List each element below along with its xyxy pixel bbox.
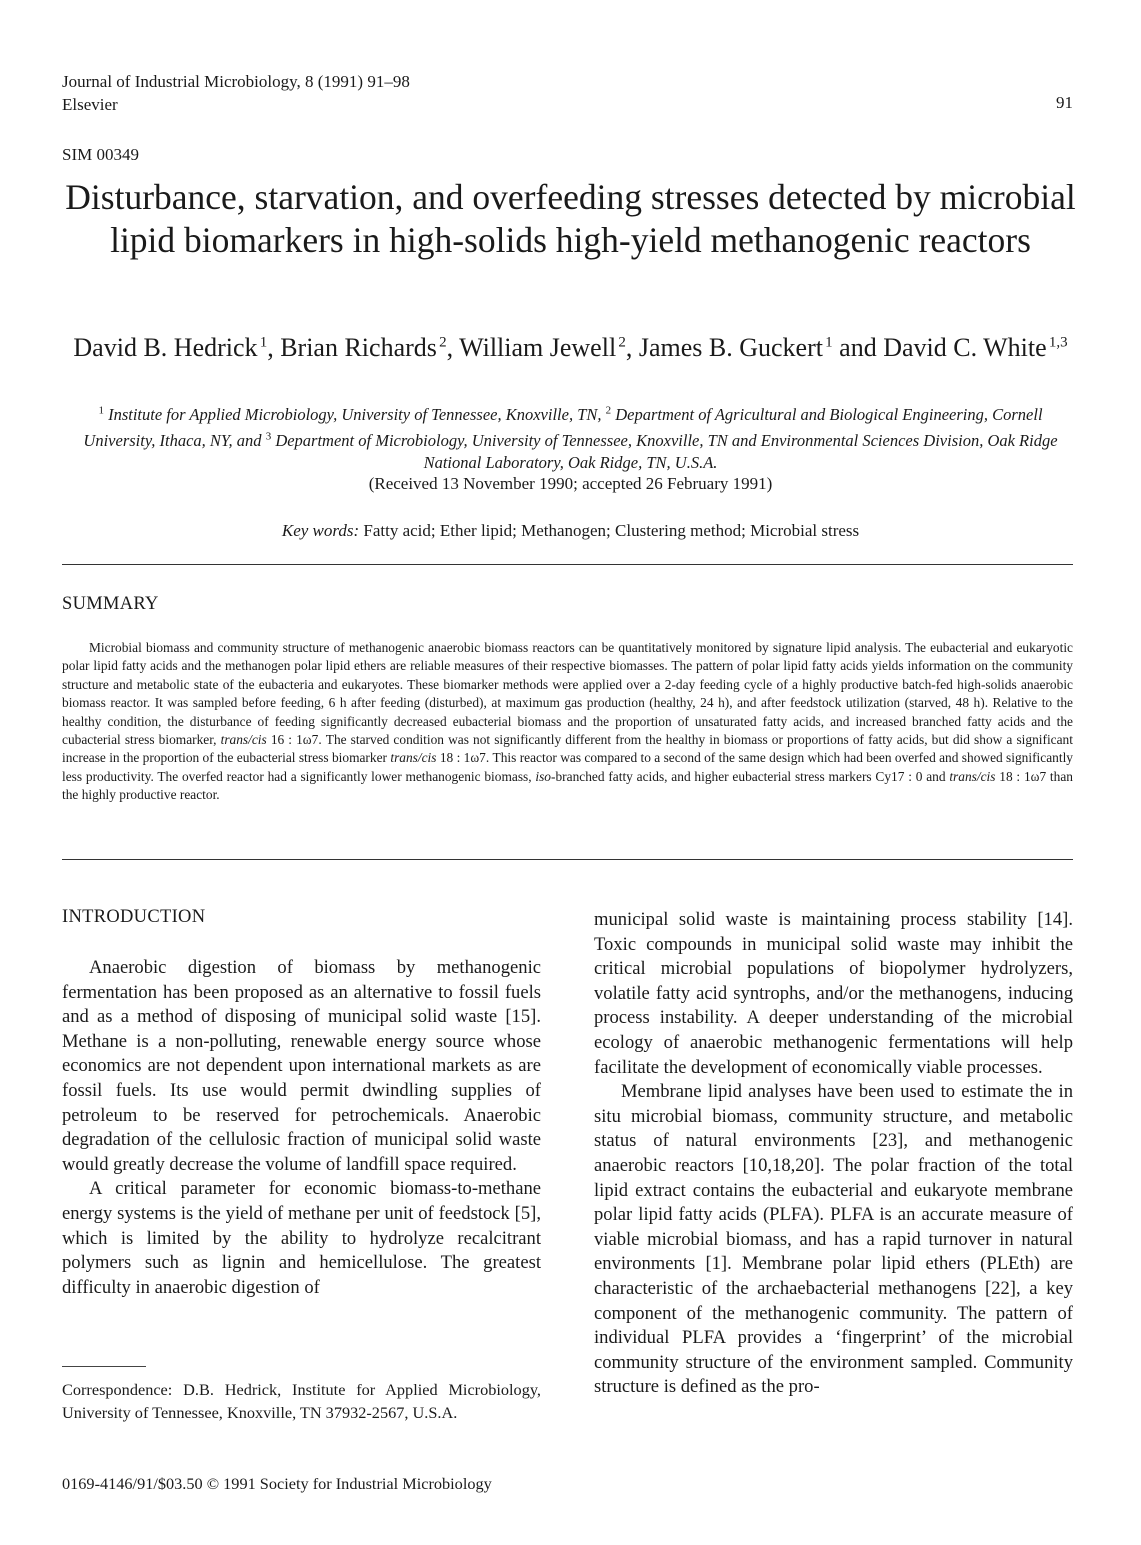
affiliation-2: $^2$ Department of Agricultural and Biological Engineering, Cornell University, Ithaca, NY, and [83, 404, 1043, 450]
affiliation-3: $^3$ Department of Microbiology, University of Tennessee, Knoxville, TN and Environmental Sciences Division, Oak Ridge National Laboratory, Oak Ridge, TN, U.S.A. [265, 430, 1058, 472]
summary-segment: iso [535, 768, 552, 784]
journal-line-1: Journal of Industrial Microbiology, 8 (1991) 91–98 [62, 72, 410, 91]
summary-text [62, 639, 1073, 805]
footnote-rule [62, 1366, 146, 1367]
keywords-text: Fatty acid; Ether lipid; Methanogen; Clustering method; Microbial stress [363, 521, 860, 540]
summary-segment: Microbial biomass and community structure of methanogenic anaerobic biomass reactors can be quantitatively monitored by signature lipid analysis. The eubacterial and eukaryotic polar lipid fatty acids and the methanogen polar lipid ethers are reliable measures of their respective biomasses. The pattern of polar lipid fatty acids yields information on the community structure and metabolic state of the eubacteria and eukaryotes. These biomarker methods were applied over a 2-day feeding cycle of a highly productive batch-fed high-solids anaerobic biomass reactor. It was sampled before feeding, 6 h after feeding (disturbed), at maximum gas production (healthy, 24 h), and after feedstock utilization (starved, 48 h). Relative to the healthy condition, the disturbance of feeding significantly decreased eubacterial biomass and the proportion of unsaturated fatty acids, and increased branched fatty acids and the cubacterial stress biomarker, [62, 640, 1073, 748]
introduction-left-column [62, 956, 541, 1300]
author-5: David C. White $^{1,3}$ [883, 332, 1068, 362]
introduction-heading: INTRODUCTION [62, 907, 206, 927]
correspondence-footnote: Correspondence: D.B. Hedrick, Institute for Applied Microbiology, University of Tennessee, Knoxville, TN 37932-2567, U.S.A. [62, 1380, 541, 1422]
intro-paragraph-1: Anaerobic digestion of biomass by methanogenic fermentation has been proposed as an alternative to fossil fuels and as a method of disposing of municipal solid waste [15]. Methane is a non-polluting, renewable energy source whose economics are not dependent upon international markets as are fossil fuels. Its use would permit dwindling supplies of petroleum to be reserved for petrochemicals. Anaerobic degradation of the cellulosic fraction of municipal solid waste would greatly decrease the volume of landfill space required. [62, 957, 541, 1175]
intro-paragraph-2-continued: municipal solid waste is maintaining process stability [14]. Toxic compounds in municipal solid waste may inhibit the critical microbial populations of biopolymer hydrolyzers, volatile fatty acid syntrophs, and/or the methanogens, inducing process instability. A deeper understanding of the microbial ecology of anaerobic methanogenic fermentations will help facilitate the development of economically viable processes. [594, 909, 1073, 1078]
author-1: David B. Hedrick $^1$, [73, 332, 281, 362]
keywords [62, 521, 1079, 541]
intro-paragraph-2: A critical parameter for economic biomass-to-methane energy systems is the yield of methane per unit of feedstock [5], which is limited by the ability to hydrolyze recalcitrant polymers such as lignin and hemicellulose. The greatest difficulty in anaerobic digestion of [62, 1178, 541, 1298]
received-dates: (Received 13 November 1990; accepted 26 February 1991) [368, 474, 773, 493]
author-list [50, 326, 1091, 364]
summary-segment: 16 : 1ω7. The starved condition was not significantly different from the healthy in biomass or proportions of fatty acids, but did show a significant increase in the proportion of the eubacterial stress biomarker [62, 732, 1073, 766]
summary-segment: trans/cis [949, 768, 996, 784]
summary-segment: trans/cis [220, 732, 267, 748]
article-title: Disturbance, starvation, and overfeeding stresses detected by microbial lipid biomarkers in high-solids high-yield methanogenic reactors [65, 177, 1076, 260]
sim-code: SIM 00349 [62, 145, 139, 164]
summary-segment: 18 : 1ω7 than the highly productive reactor. [62, 768, 1073, 803]
affiliation-1: $^1$ Institute for Applied Microbiology, University of Tennessee, Knoxville, TN, [98, 404, 606, 424]
copyright-line: 0169-4146/91/$03.50 © 1991 Society for Industrial Microbiology [62, 1474, 492, 1493]
author-4: James B. Guckert $^1$ and [638, 332, 884, 362]
journal-citation [62, 70, 410, 116]
author-2: Brian Richards $^2$, [280, 332, 460, 362]
journal-publisher: Elsevier [62, 95, 118, 114]
introduction-right-column [594, 908, 1073, 1400]
keywords-label: Key words: [281, 521, 360, 540]
affiliations [62, 399, 1079, 474]
summary-segment: -branched fatty acids, and higher eubacterial stress markers Cy17 : 0 and [551, 768, 950, 784]
author-3: William Jewell $^2$, [459, 332, 639, 362]
divider-bottom [62, 859, 1073, 860]
divider-top [62, 564, 1073, 565]
summary-heading: SUMMARY [62, 594, 159, 614]
summary-segment: trans/cis [390, 750, 437, 766]
intro-paragraph-3: Membrane lipid analyses have been used to estimate the in situ microbial biomass, community structure, and metabolic status of natural environments [23], and methanogenic anaerobic reactors [10,18,20]. The polar fraction of the total lipid extract contains the eubacterial and eukaryote membrane polar lipid fatty acids (PLFA). PLFA is an accurate measure of viable microbial biomass, and has a rapid turnover in natural environments [1]. Membrane polar lipid ethers (PLEth) are characteristic of the archaebacterial methanogens [22], a key component of the methanogenic community. The pattern of individual PLFA provides a ‘fingerprint’ of the microbial community structure of the environment sampled. Community structure is defined as the pro- [594, 1081, 1073, 1398]
page-number: 91 [1056, 93, 1073, 112]
summary-segment: 18 : 1ω7. This reactor was compared to a second of the same design which had been overfed and showed significantly less productivity. The overfed reactor had a significantly lower methanogenic biomass, [62, 750, 1073, 784]
